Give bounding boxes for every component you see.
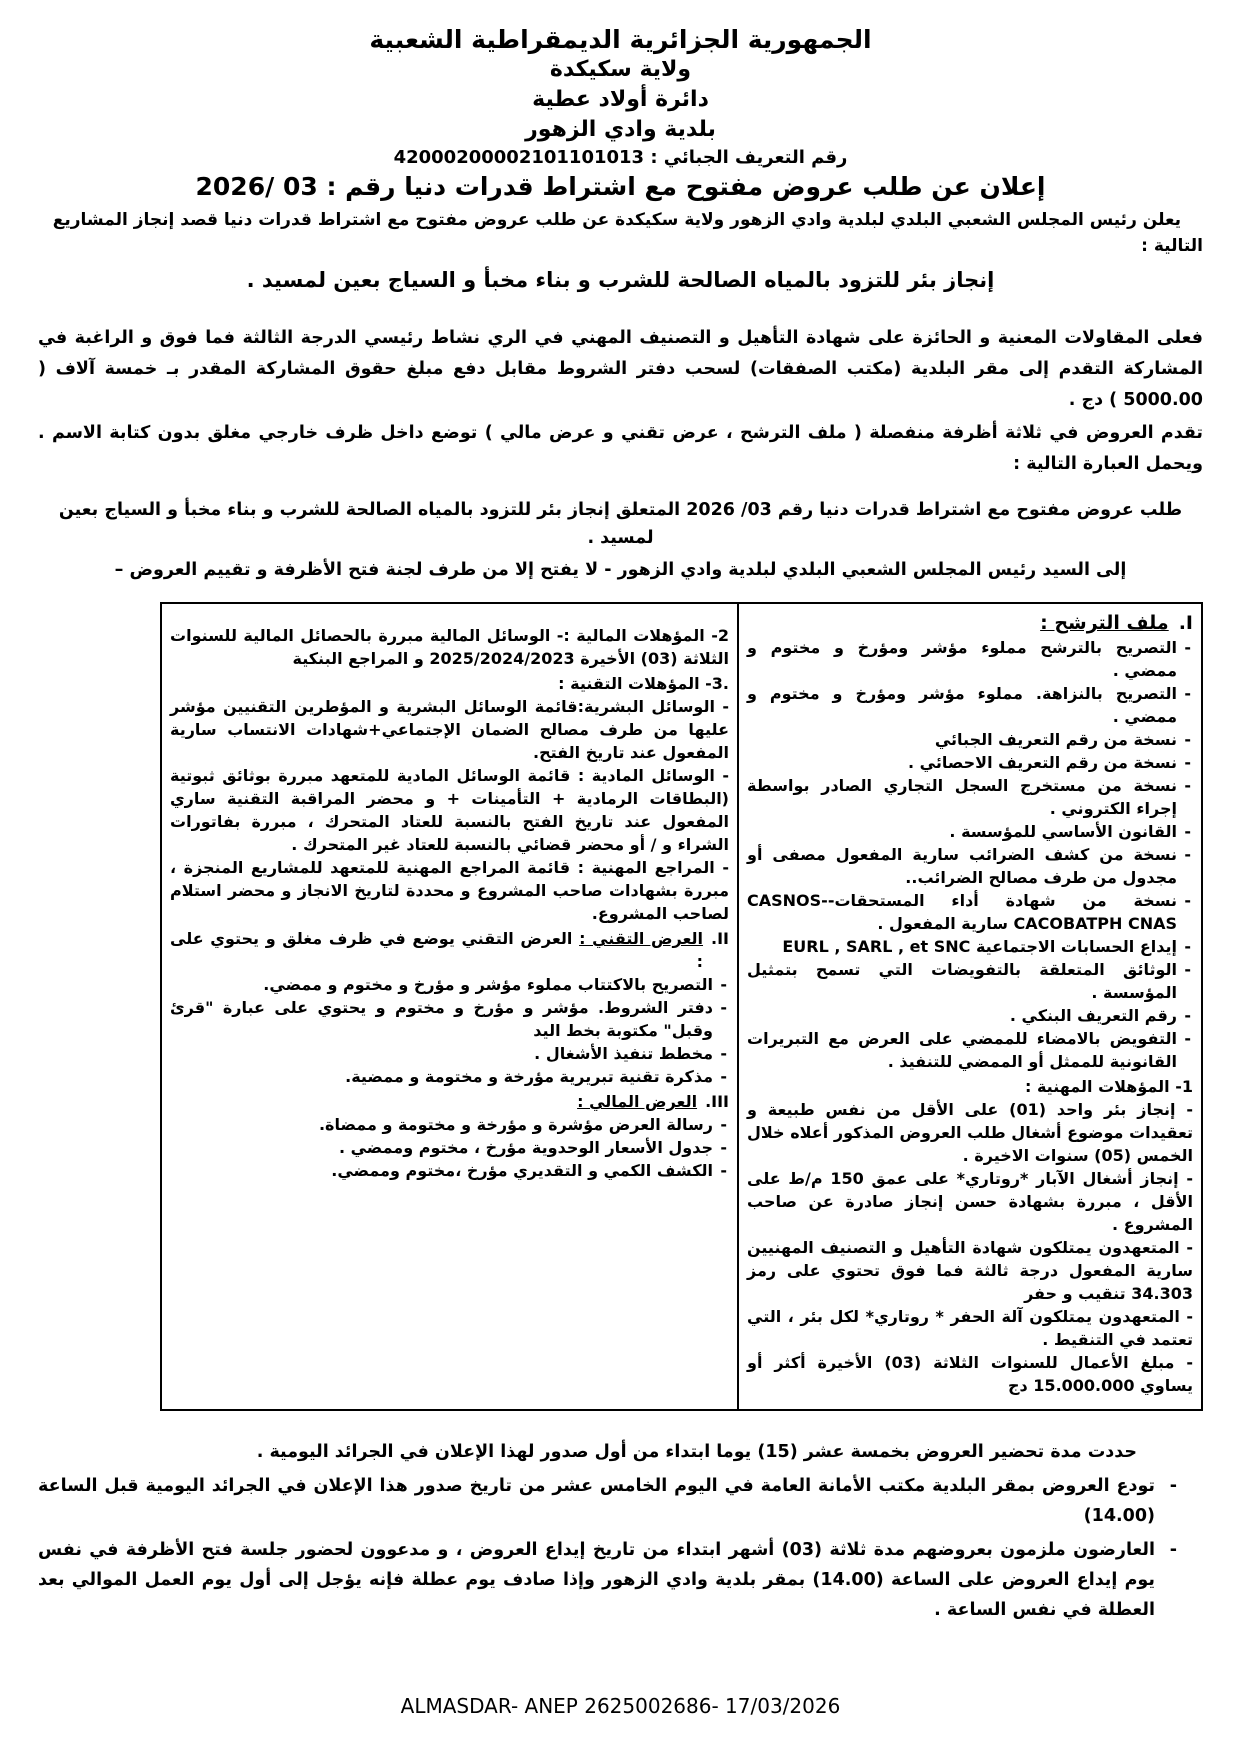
- candidacy-item: - إيداع الحسابات الاجتماعية EURL , SARL , et SNC: [747, 935, 1193, 958]
- technical-offer-item: - مذكرة تقنية تبريرية مؤرخة و مختومة و ممضية.: [170, 1065, 729, 1088]
- eligibility-paragraph: فعلى المقاولات المعنية و الحائزة على شهادة التأهيل و التصنيف المهني في الري نشاط رئيسي الدرجة الثالثة فما فوق و الراغبة في المشاركة التقدم إلى مقر البلدية (مكتب الصفقات) لسحب دفتر الشروط مقابل دفع مبلغ حقوق المشاركة المقدر بـ خمسة آلاف ( 5000.00 ) دج .: [38, 328, 1203, 410]
- candidacy-item: - القانون الأساسي للمؤسسة .: [747, 820, 1193, 843]
- candidacy-item: - التصريح بالترشح مملوء مؤشر ومؤرخ و مختوم و ممضي .: [747, 636, 1193, 682]
- technical-offer-item: - دفتر الشروط. مؤشر و مؤرخ و مختوم و يحتوي على عبارة "قرئ وقبل" مكتوبة بخط اليد: [170, 996, 729, 1042]
- qualifications-column: [161, 603, 738, 1410]
- candidacy-item: - نسخة من شهادة أداء المستحقات-CASNOS-CACOBATPH CNAS سارية المفعول .: [747, 889, 1193, 935]
- envelopes-paragraph: تقدم العروض في ثلاثة أظرفة منفصلة ( ملف الترشح ، عرض تقني و عرض مالي ) توضع داخل ظرف خارجي مغلق بدون كتابة الاسم . ويحمل العبارة التالية :: [38, 423, 1203, 474]
- technical-offer-item: - التصريح بالاكتتاب مملوء مؤشر و مؤرخ و مختوم و ممضي.: [170, 973, 729, 996]
- professional-item-turnover: - مبلغ الأعمال للسنوات الثلاثة (03) الأخيرة أكثر أو يساوي 15.000.000 دج: [747, 1353, 1193, 1395]
- candidacy-item: - نسخة من رقم التعريف الجبائي: [747, 728, 1193, 751]
- footer-section: [0, 1437, 1241, 1625]
- footer-submission-item: - تودع العروض بمقر البلدية مكتب الأمانة العامة في اليوم الخامس عشر من تاريخ صدور هذا الإعلان في الجرائد اليومية قبل الساعة (14.00): [38, 1471, 1203, 1531]
- professional-item: - المتعهدون يمتلكون شهادة التأهيل و التصنيف المهنيين سارية المفعول درجة ثالثة فما فوق تحتوي على رمز 34.303 تنقيب و حفر: [747, 1238, 1193, 1303]
- envelope-quote-recipient: إلى السيد رئيس المجلس الشعبي البلدي لبلدية وادي الزهور - لا يفتح إلا من طرف لجنة فتح الأظرفة و تقييم العروض –: [114, 560, 1127, 580]
- header-commune: بلدية وادي الزهور: [525, 117, 716, 142]
- candidacy-item: - نسخة من رقم التعريف الاحصائي .: [747, 751, 1193, 774]
- candidacy-item: - التفويض بالامضاء للممضي على العرض مع التبريرات القانونية للممثل أو الممضي للتنفيذ .: [747, 1027, 1193, 1073]
- financial-offer-item: - جدول الأسعار الوحدوية مؤرخ ، مختوم وممضي .: [170, 1136, 729, 1159]
- header-wilaya: ولاية سكيكدة: [549, 57, 692, 82]
- candidacy-column: [738, 603, 1202, 1410]
- financial-offer-item: - رسالة العرض مؤشرة و مؤرخة و مختومة و ممضاة.: [170, 1113, 729, 1136]
- candidacy-heading-label: ملف الترشح :: [1040, 612, 1169, 634]
- candidacy-item: - التصريح بالنزاهة. مملوء مؤشر ومؤرخ و مختوم و ممضي .: [747, 682, 1193, 728]
- professional-item: - إنجاز بئر واحد (01) على الأقل من نفس طبيعة و تعقيدات موضوع أشغال طلب العروض المذكور أعلاه خلال الخمس (05) سنوات الاخيرة .: [747, 1100, 1194, 1165]
- technical-offer-item: - مخطط تنفيذ الأشغال .: [170, 1042, 729, 1065]
- technical-offer-heading: [170, 927, 729, 973]
- financial-offer-heading: [170, 1090, 729, 1113]
- technical-qualifications-heading: .3- المؤهلات التقنية :: [558, 674, 729, 693]
- candidacy-heading: [747, 610, 1193, 636]
- technical-qualification-item: - المراجع المهنية : قائمة المراجع المهنية للمتعهد للمشاريع المنجزة ، مبررة بشهادات صاحب المشروع و محددة لتاريخ الانجاز و محضر استلام لصاحب المشروع.: [170, 858, 729, 923]
- financial-offer-heading-text: [170, 1090, 697, 1113]
- technical-offer-description: العرض التقني يوضع في ظرف مغلق و يحتوي على :: [170, 929, 704, 971]
- document-header: [0, 0, 1241, 203]
- tender-requirements-table: [160, 602, 1203, 1411]
- financial-qualifications-paragraph: 2- المؤهلات المالية :- الوسائل المالية مبررة بالحصائل المالية للسنوات الثلاثة (03) الأخيرة 2025/2024/2023 و المراجع البنكية: [170, 626, 729, 668]
- project-title: إنجاز بئر للتزود بالمياه الصالحة للشرب و بناء مخبأ و السياج بعين لمسيد .: [246, 268, 995, 292]
- technical-offer-label: العرض التقني :: [579, 929, 704, 948]
- professional-qualifications-heading: 1- المؤهلات المهنية :: [1024, 1077, 1193, 1096]
- candidacy-item: - نسخة من مستخرج السجل التجاري الصادر بواسطة إجراء الكتروني .: [747, 774, 1193, 820]
- announcement-title: إعلان عن طلب عروض مفتوح مع اشتراط قدرات دنيا رقم : 03 /2026: [195, 172, 1046, 201]
- section-numeral-3: III.: [705, 1092, 729, 1111]
- candidacy-item: - الوثائق المتعلقة بالتفويضات التي تسمح بتمثيل المؤسسة .: [747, 958, 1193, 1004]
- financial-offer-label: العرض المالي :: [577, 1092, 698, 1111]
- candidacy-item: - نسخة من كشف الضرائب سارية المفعول مصفى أو مجدول من طرف مصالح الضرائب..: [747, 843, 1193, 889]
- financial-offer-item: - الكشف الكمي و التقديري مؤرخ ،مختوم وممضي.: [170, 1159, 729, 1182]
- section-numeral-1: I.: [1178, 612, 1193, 634]
- header-tax-id: رقم التعريف الجبائي : 42000200002101101013: [393, 147, 848, 168]
- candidacy-item: - رقم التعريف البنكي .: [747, 1004, 1193, 1027]
- footer-preparation-period: حددت مدة تحضير العروض بخمسة عشر (15) يوما ابتداء من أول صدور لهذا الإعلان في الجرائد اليومية .: [256, 1442, 1137, 1462]
- header-daira: دائرة أولاد عطية: [532, 87, 709, 112]
- intro-section: [0, 207, 1241, 584]
- header-republic: الجمهورية الجزائرية الديمقراطية الشعبية: [369, 25, 872, 54]
- anep-reference: ALMASDAR- ANEP 2625002686- 17/03/2026: [400, 1694, 841, 1718]
- section-numeral-2: II.: [711, 929, 729, 948]
- professional-item: - المتعهدون يمتلكون آلة الحفر * روتاري* لكل بئر ، التي تعتمد في التنقيط .: [747, 1307, 1193, 1349]
- professional-item: - إنجاز أشغال الآبار *روتاري* على عمق 150 م/ط على الأقل ، مبررة بشهادة حسن إنجاز صادرة عن صاحب المشروع .: [747, 1169, 1193, 1234]
- envelope-quote-title: طلب عروض مفتوح مع اشتراط قدرات دنيا رقم 03/ 2026 المتعلق إنجاز بئر للتزود بالمياه الصالحة للشرب و بناء مخبأ و السياج بعين لمسيد .: [58, 500, 1183, 548]
- announce-paragraph: يعلن رئيس المجلس الشعبي البلدي لبلدية وادي الزهور ولاية سكيكدة عن طلب عروض مفتوح مع اشتراط قدرات دنيا قصد إنجاز المشاريع التالية :: [52, 210, 1203, 256]
- technical-offer-heading-text: [170, 927, 703, 973]
- technical-qualification-item: - الوسائل المادية : قائمة الوسائل المادية للمتعهد مبررة بوثائق ثبوتية (البطاقات الرمادية + التأمينات + و محضر المراقبة التقنية ساري المفعول عند تاريخ الفتح بالنسبة للعتاد المتحرك ، مبررة بفاتورات الشراء و / أو محضر قضائي بالنسبة للعتاد غير المتحرك .: [170, 766, 729, 854]
- technical-qualification-item: - الوسائل البشرية:قائمة الوسائل البشرية و المؤطرين التقنيين مؤشر عليها من طرف مصالح الضمان الإجتماعي+شهادات الانتساب سارية المفعول عند تاريخ الفتح.: [170, 697, 729, 762]
- footer-validity-item: - العارضون ملزمون بعروضهم مدة ثلاثة (03) أشهر ابتداء من تاريخ إيداع العروض ، و مدعوون لحضور جلسة فتح الأظرفة في نفس يوم إيداع العروض على الساعة (14.00) بمقر بلدية وادي الزهور وإذا صادف يوم عطلة فإنه يؤجل إلى أول يوم العمل الموالي بعد العطلة في نفس الساعة .: [38, 1535, 1203, 1625]
